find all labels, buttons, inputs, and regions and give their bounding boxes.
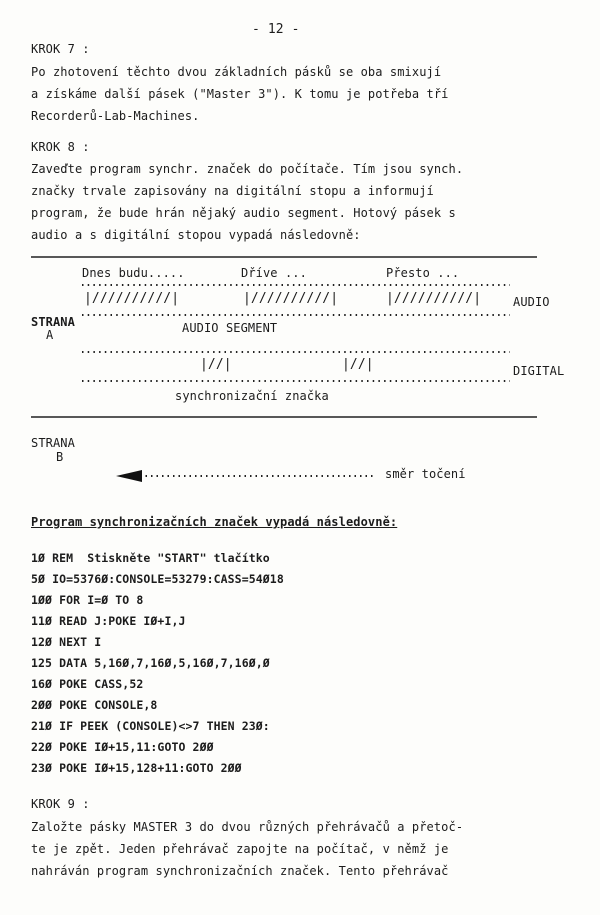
code-line: 125 DATA 5,16Ø,7,16Ø,5,16Ø,7,16Ø,Ø <box>31 656 270 670</box>
step9-heading: KROK 9 : <box>31 797 90 811</box>
audio-segment-label: AUDIO SEGMENT <box>182 321 278 335</box>
segment-label-1: Dnes budu..... <box>82 266 185 280</box>
side-a-letter: A <box>46 328 54 342</box>
step9-line: Založte pásky MASTER 3 do dvou různých přehrávačů a přetoč- <box>31 820 464 834</box>
code-line: 21Ø IF PEEK (CONSOLE)<>7 THEN 23Ø: <box>31 719 270 733</box>
step8-line: program, že bude hrán nějaký audio segment. Hotový pásek s <box>31 206 456 220</box>
audio-segment-1: |//////////| <box>84 291 180 306</box>
sync-mark-2: |//| <box>342 357 374 372</box>
step7-heading: KROK 7 : <box>31 42 90 56</box>
code-line: 22Ø POKE IØ+15,11:GOTO 2ØØ <box>31 740 214 754</box>
code-line: 12Ø NEXT I <box>31 635 102 649</box>
side-b-letter: B <box>56 450 64 464</box>
code-line: 11Ø READ J:POKE IØ+I,J <box>31 614 186 628</box>
digital-track-label: DIGITAL <box>513 364 565 378</box>
step7-line: a získáme další pásek ("Master 3"). K tomu je potřeba tří <box>31 87 449 101</box>
sync-mark-1: |//| <box>200 357 232 372</box>
step7-line: Recorderů-Lab-Machines. <box>31 109 200 123</box>
segment-label-2: Dříve ... <box>241 266 307 280</box>
code-line: 5Ø IO=5376Ø:CONSOLE=53279:CASS=54Ø18 <box>31 572 284 586</box>
audio-segment-2: |//////////| <box>243 291 339 306</box>
step8-line: Zaveďte program synchr. značek do počítače. Tím jsou synch. <box>31 162 464 176</box>
step9-line: te je zpět. Jeden přehrávač zapojte na počítač, v němž je <box>31 842 449 856</box>
sync-mark-label: synchronizační značka <box>175 389 329 403</box>
side-a-label: STRANA <box>31 315 75 329</box>
audio-track-label: AUDIO <box>513 295 550 309</box>
step8-line: značky trvale zapisovány na digitální stopu a informují <box>31 184 434 198</box>
step7-line: Po zhotovení těchto dvou základních pásků se oba smixují <box>31 65 442 79</box>
code-line: 2ØØ POKE CONSOLE,8 <box>31 698 158 712</box>
code-line: 1ØØ FOR I=Ø TO 8 <box>31 593 144 607</box>
code-line: 23Ø POKE IØ+15,128+11:GOTO 2ØØ <box>31 761 242 775</box>
side-b-label: STRANA <box>31 436 75 450</box>
step8-line: audio a s digitální stopou vypadá následovně: <box>31 228 361 242</box>
direction-arrow-head <box>116 470 142 482</box>
page-number: - 12 - <box>252 22 300 37</box>
code-line: 1Ø REM Stiskněte "START" tlačítko <box>31 551 270 565</box>
segment-label-3: Přesto ... <box>386 266 460 280</box>
code-line: 16Ø POKE CASS,52 <box>31 677 144 691</box>
step8-heading: KROK 8 : <box>31 140 90 154</box>
direction-label: směr točení <box>385 467 466 481</box>
program-title: Program synchronizačních značek vypadá následovně: <box>31 515 398 529</box>
audio-segment-3: |//////////| <box>386 291 482 306</box>
step9-line: nahráván program synchronizačních značek. Tento přehrávač <box>31 864 449 878</box>
